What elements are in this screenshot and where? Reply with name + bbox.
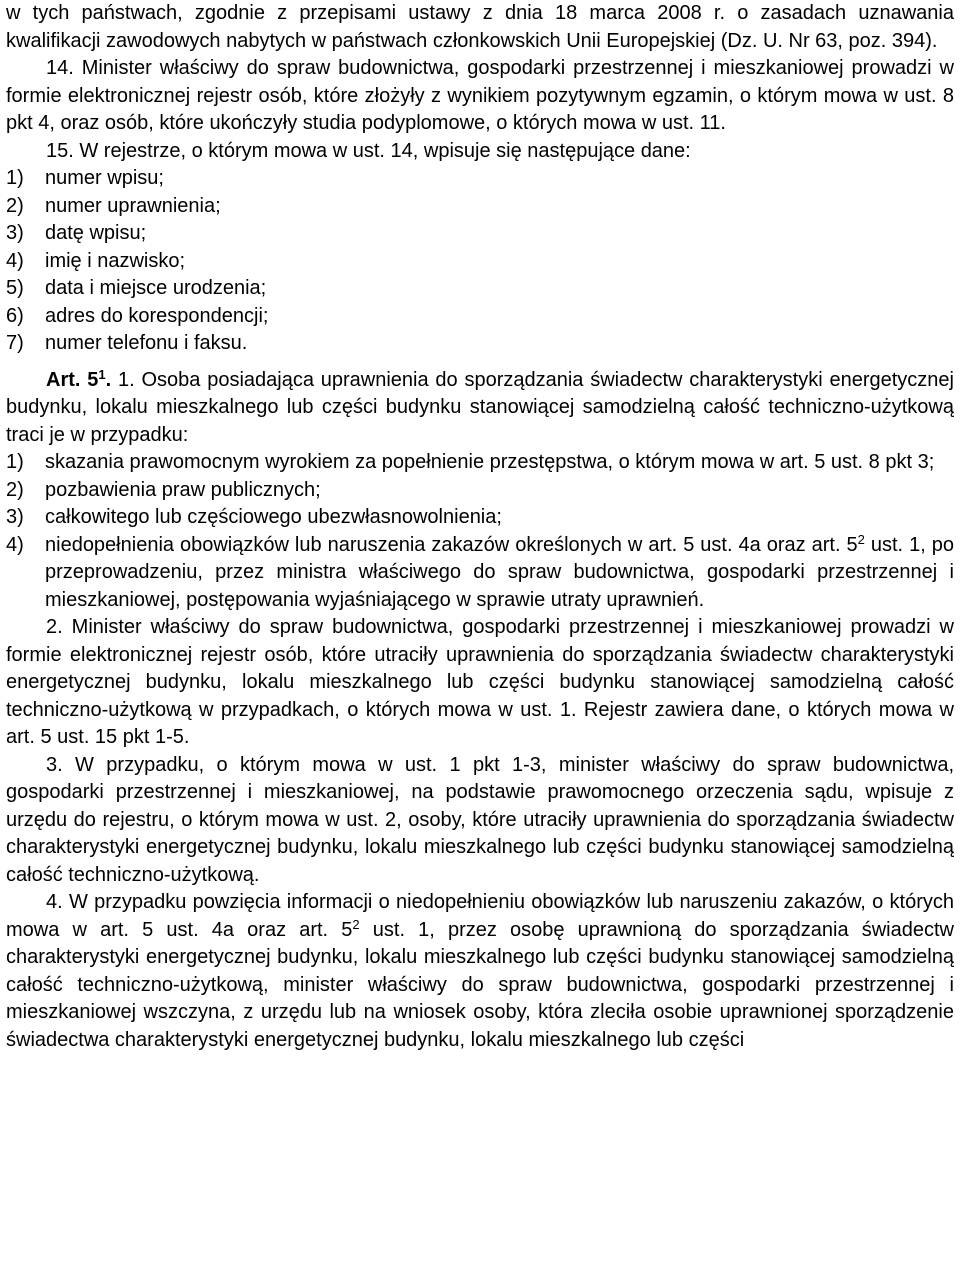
paragraph-4-part: ust. 1, przez osobę uprawnioną do sporządzania świadectw charakterystyki energetycznej budynku, lokalu mieszkalnego lub części budynku stanowiącej samodzielną całość techniczno-użytkową, minister właściwy do spraw budownictwa, gospodarki przestrzennej i mieszkaniowej wszczyna, z urzędu lub na wniosek osoby, która zleciła osobie uprawnionej sporządzenie świadectwa charakterystyki energetycznej budynku, lokalu mieszkalnego lub części: [6, 918, 954, 1051]
list-item-number: 5): [6, 277, 24, 299]
list-item-text-part: ust. 1, po przeprowadzeniu, przez ministra właściwego do spraw budownictwa, gospodarki przestrzennej i mieszkaniowej, postępowania wyjaśniającego w sprawie utraty uprawnień.: [45, 533, 954, 611]
list-item-text: pozbawienia praw publicznych;: [45, 478, 321, 501]
list-item-text: numer wpisu;: [45, 167, 164, 189]
list-item-text: imię i nazwisko;: [45, 249, 186, 272]
list-item-text: adres do korespondencji;: [45, 304, 269, 327]
list-item-number: 3): [6, 506, 24, 528]
list-item: [6, 303, 954, 331]
paragraph-14: 14. Minister właściwy do spraw budownictwa, gospodarki przestrzennej i mieszkaniowej prowadzi w formie elektronicznej rejestr osób, które złożyły z wynikiem pozytywnym egzamin, o którym mowa w ust. 8 pkt 4, oraz osób, które ukończyły studia podyplomowe, o których mowa w ust. 11.: [6, 57, 954, 134]
list-item-text: [45, 532, 954, 615]
paragraph-15: 15. W rejestrze, o którym mowa w ust. 14, wpisuje się następujące dane:: [46, 139, 691, 162]
superscript: 2: [352, 916, 360, 932]
list-item-number: 2): [6, 194, 24, 217]
list-item-number: 2): [6, 478, 24, 501]
article-label: Art. 5: [46, 368, 99, 391]
list-item-text: całkowitego lub częściowego ubezwłasnowolnienia;: [45, 506, 502, 528]
intro-paragraph: w tych państwach, zgodnie z przepisami ustawy z dnia 18 marca 2008 r. o zasadach uznawania kwalifikacji zawodowych nabytych w państwach członkowskich Unii Europejskiej (Dz. U. Nr 63, poz. 394).: [6, 2, 954, 52]
list-item-text: numer uprawnienia;: [45, 194, 221, 217]
list-item: [6, 193, 954, 221]
superscript: 2: [857, 531, 865, 547]
article-text: 1. Osoba posiadająca uprawnienia do sporządzania świadectw charakterystyki energetycznej budynku, lokalu mieszkalnego lub części budynku stanowiącej samodzielną całość techniczno-użytkową traci je w przypadku:: [6, 368, 954, 446]
list-item-number: 6): [6, 304, 24, 327]
list-item: [6, 330, 954, 358]
list-item-number: 7): [6, 332, 24, 354]
list-item-text: skazania prawomocnym wyrokiem za popełnienie przestępstwa, o którym mowa w art. 5 ust. 8 pkt 3;: [45, 451, 935, 473]
list-item: [6, 532, 954, 615]
article-heading: [46, 366, 112, 391]
list-item-number: 4): [6, 249, 24, 272]
section-gap: [6, 358, 954, 367]
article-superscript: 1: [98, 366, 106, 382]
list-item: [6, 504, 954, 532]
list-item-text-part: niedopełnienia obowiązków lub naruszenia zakazów określonych w art. 5 ust. 4a oraz art. 5: [45, 533, 858, 556]
list-item-number: 3): [6, 222, 24, 244]
paragraph-3: 3. W przypadku, o którym mowa w ust. 1 pkt 1-3, minister właściwy do spraw budownictwa, gospodarki przestrzennej i mieszkaniowej, na podstawie prawomocnego orzeczenia sądu, wpisuje z urzędu do rejestru, o którym mowa w ust. 2, osoby, które utraciły uprawnienia do sporządzania świadectw charakterystyki energetycznej budynku, lokalu mieszkalnego lub części budynku stanowiącej samodzielną całość techniczno-użytkową.: [6, 753, 954, 886]
paragraph-4-part: 4. W przypadku powzięcia informacji o niedopełnieniu obowiązków lub naruszeniu zakazów, o których mowa w art. 5 ust. 4a oraz art. 5: [6, 891, 954, 941]
list-item: [6, 477, 954, 505]
loss-cases-list: [6, 449, 954, 614]
list-item: [6, 275, 954, 303]
list-item: [6, 449, 954, 477]
article-label-end: .: [105, 368, 112, 391]
list-item-text: numer telefonu i faksu.: [45, 332, 248, 354]
register-data-list: [6, 165, 954, 358]
list-item: [6, 248, 954, 276]
paragraph-4: [6, 889, 954, 1054]
list-item-number: 1): [6, 451, 24, 473]
paragraph-2: 2. Minister właściwy do spraw budownictwa, gospodarki przestrzennej i mieszkaniowej prowadzi w formie elektronicznej rejestr osób, które utraciły uprawnienia do sporządzania świadectw charakterystyki energetycznej budynku, lokalu mieszkalnego lub części budynku stanowiącej samodzielną całość techniczno-użytkową w przypadkach, o których mowa w ust. 1. Rejestr zawiera dane, o których mowa w art. 5 ust. 15 pkt 1-5.: [6, 616, 954, 748]
list-item-text: data i miejsce urodzenia;: [45, 277, 267, 299]
list-item-number: 4): [6, 533, 24, 556]
list-item-number: 1): [6, 167, 24, 189]
article-paragraph: [6, 367, 954, 450]
list-item: [6, 165, 954, 193]
list-item-text: datę wpisu;: [45, 222, 147, 244]
list-item: [6, 220, 954, 248]
